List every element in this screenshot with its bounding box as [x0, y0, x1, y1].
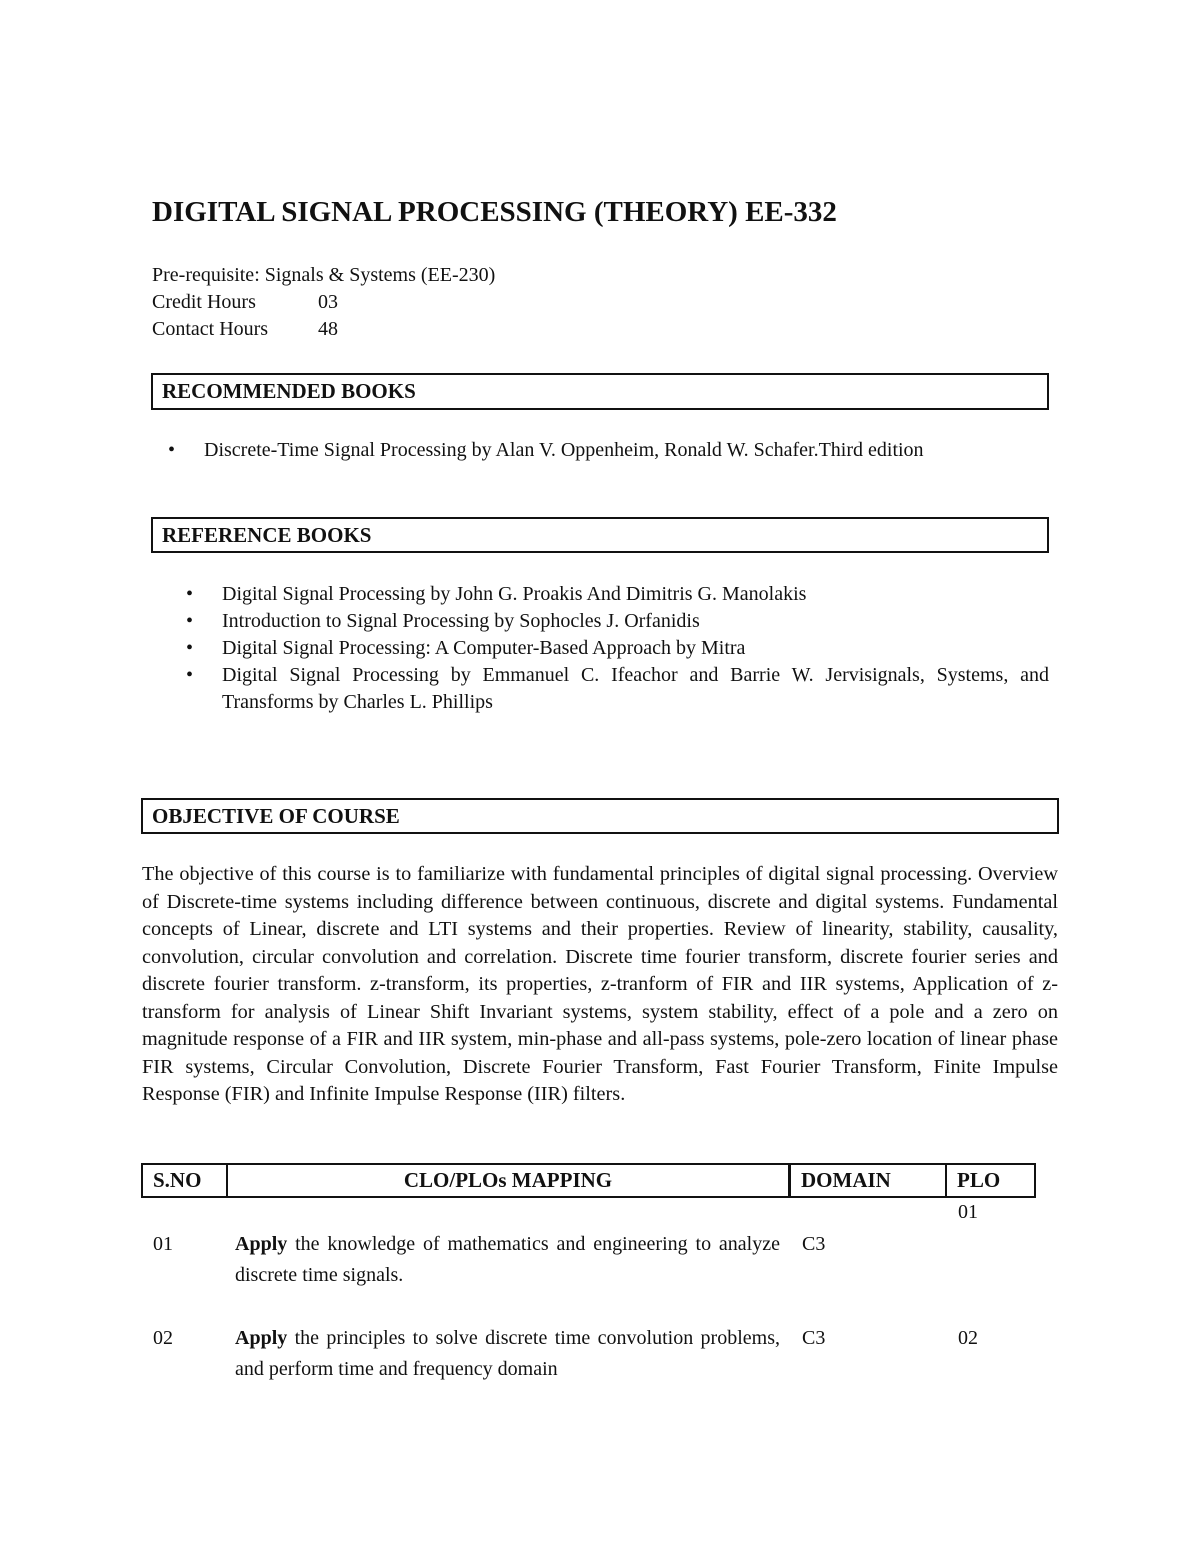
row-description	[235, 1323, 780, 1385]
credit-hours-label: Credit Hours	[152, 291, 256, 313]
col-header-plo: PLO	[945, 1163, 1036, 1198]
book-title: Digital Signal Processing by Emmanuel C. Ifeachor and Barrie W. Jervisignals, Systems, and Transforms by Charles L. Phillips	[222, 664, 1049, 713]
row-domain: C3	[802, 1327, 826, 1349]
col-header-clo: CLO/PLOs MAPPING	[226, 1163, 790, 1198]
bullet-icon: •	[186, 664, 194, 686]
list-item	[186, 608, 1049, 635]
row-plo: 01	[958, 1201, 978, 1223]
reference-books-heading: REFERENCE BOOKS	[151, 517, 1049, 553]
row-sno: 02	[153, 1327, 173, 1349]
row-sno: 01	[153, 1233, 173, 1255]
row-verb: Apply	[235, 1233, 288, 1255]
book-title: Digital Signal Processing: A Computer-Based Approach by Mitra	[222, 637, 746, 659]
bullet-icon: •	[186, 583, 194, 605]
objective-heading: OBJECTIVE OF COURSE	[141, 798, 1059, 834]
col-header-domain: DOMAIN	[789, 1163, 947, 1198]
list-item	[186, 581, 1049, 608]
contact-hours-row	[152, 316, 495, 343]
row-text: the knowledge of mathematics and engineering to analyze discrete time signals.	[235, 1233, 780, 1286]
recommended-books-list	[168, 437, 1048, 464]
list-item	[186, 662, 1049, 716]
prerequisite: Pre-requisite: Signals & Systems (EE-230)	[152, 264, 496, 286]
recommended-books-heading: RECOMMENDED BOOKS	[151, 373, 1049, 410]
book-title: Discrete-Time Signal Processing by Alan V. Oppenheim, Ronald W. Schafer.Third edition	[204, 439, 924, 461]
course-title: DIGITAL SIGNAL PROCESSING (THEORY) EE-332	[152, 196, 837, 228]
course-meta	[152, 262, 495, 343]
book-title: Digital Signal Processing by John G. Proakis And Dimitris G. Manolakis	[222, 583, 807, 605]
row-verb: Apply	[235, 1327, 288, 1349]
bullet-icon: •	[186, 637, 194, 659]
list-item	[168, 437, 1048, 464]
bullet-icon: •	[168, 439, 176, 461]
contact-hours-label: Contact Hours	[152, 318, 269, 340]
row-text: the principles to solve discrete time convolution problems, and perform time and frequency domain	[235, 1327, 780, 1380]
row-description	[235, 1229, 780, 1291]
objective-paragraph: The objective of this course is to familiarize with fundamental principles of digital signal processing. Overview of Discrete-time systems including difference between continuous, discrete and digital systems. Fundamental concepts of Linear, discrete and LTI systems and their properties. Review of linearity, stability, causality, convolution, circular convolution and correlation. Discrete time fourier transform, discrete fourier series and discrete fourier transform. z-transform, its properties, z-tranform of FIR and IIR systems, Application of z-transform for analysis of Linear Shift Invariant systems, system stability, effect of a pole and a zero on magnitude response of a FIR and IIR system, min-phase and all-pass systems, pole-zero location of linear phase FIR systems, Circular Convolution, Discrete Fourier Transform, Fast Fourier Transform, Finite Impulse Response (FIR) and Infinite Impulse Response (IIR) filters.	[142, 863, 1058, 1105]
row-plo: 02	[958, 1327, 978, 1349]
col-header-sno: S.NO	[141, 1163, 228, 1198]
reference-books-list	[186, 581, 1049, 716]
contact-hours-value: 48	[318, 318, 338, 340]
book-title: Introduction to Signal Processing by Sophocles J. Orfanidis	[222, 610, 700, 632]
credit-hours-row	[152, 289, 495, 316]
list-item	[186, 635, 1049, 662]
bullet-icon: •	[186, 610, 194, 632]
row-domain: C3	[802, 1233, 826, 1255]
credit-hours-value: 03	[318, 291, 338, 313]
